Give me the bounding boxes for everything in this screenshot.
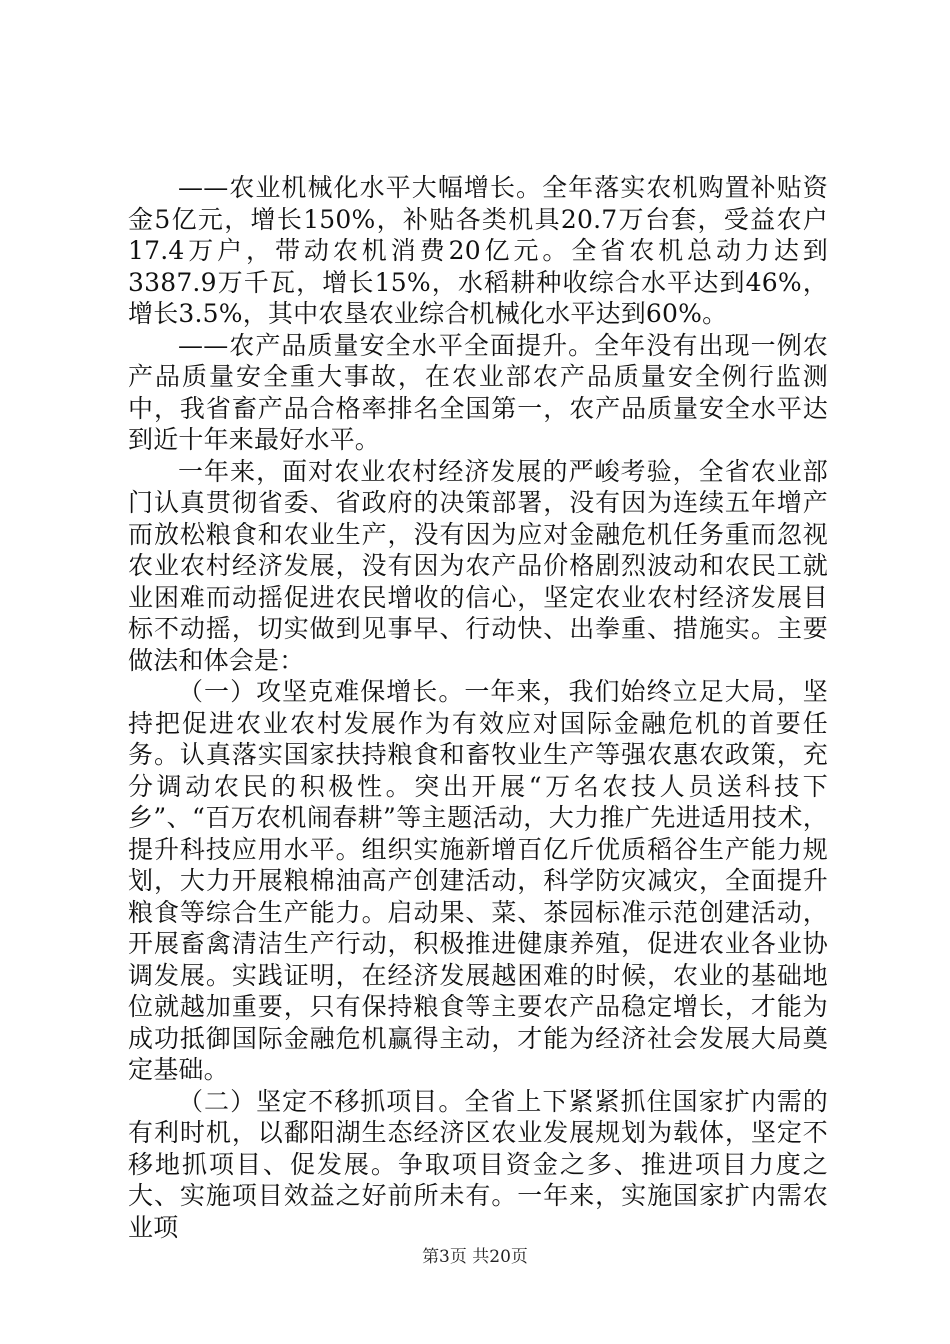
paragraph-agri-mechanization: ——农业机械化水平大幅增长。全年落实农机购置补贴资金5亿元，增长150%，补贴各类机具20.7万台套，受益农户17.4万户，带动农机消费20亿元。全省农机总动力达到3387.9万千瓦，增长15%，水稻耕种收综合水平达到46%，增长3.5%，其中农垦农业综合机械化水平达到60%。 [128, 173, 828, 328]
paragraph-year-summary: 一年来，面对农业农村经济发展的严峻考验，全省农业部门认真贯彻省委、省政府的决策部署，没有因为连续五年增产而放松粮食和农业生产，没有因为应对金融危机任务重而忽视农业农村经济发展，没有因为农产品价格剧烈波动和农民工就业困难而动摇促进农民增收的信心，坚定农业农村经济发展目标不动摇，切实做到见事早、行动快、出拳重、措施实。主要做法和体会是： [128, 456, 828, 675]
paragraph-product-quality: ——农产品质量安全水平全面提升。全年没有出现一例农产品质量安全重大事故，在农业部农产品质量安全例行监测中，我省畜产品合格率排名全国第一，农产品质量安全水平达到近十年来最好水平。 [128, 330, 828, 454]
document-body [128, 172, 828, 1243]
paragraph-section-two: （二）坚定不移抓项目。全省上下紧紧抓住国家扩内需的有利时机，以鄱阳湖生态经济区农业发展规划为载体，坚定不移地抓项目、促发展。争取项目资金之多、推进项目力度之大、实施项目效益之好前所未有。一年来，实施国家扩内需农业项 [128, 1086, 828, 1242]
paragraph-section-one: （一）攻坚克难保增长。一年来，我们始终立足大局，坚持把促进农业农村发展作为有效应对国际金融危机的首要任务。认真落实国家扶持粮食和畜牧业生产等强农惠农政策，充分调动农民的积极性。突出开展“万名农技人员送科技下乡”、“百万农机闹春耕”等主题活动，大力推广先进适用技术，提升科技应用水平。组织实施新增百亿斤优质稻谷生产能力规划，大力开展粮棉油高产创建活动，科学防灾减灾，全面提升粮食等综合生产能力。启动果、菜、茶园标准示范创建活动，开展畜禽清洁生产行动，积极推进健康养殖，促进农业各业协调发展。实践证明，在经济发展越困难的时候，农业的基础地位就越加重要，只有保持粮食等主要农产品稳定增长，才能为成功抵御国际金融危机赢得主动，才能为经济社会发展大局奠定基础。 [128, 677, 828, 1084]
page-footer: 第3页 共20页 [422, 1247, 528, 1267]
